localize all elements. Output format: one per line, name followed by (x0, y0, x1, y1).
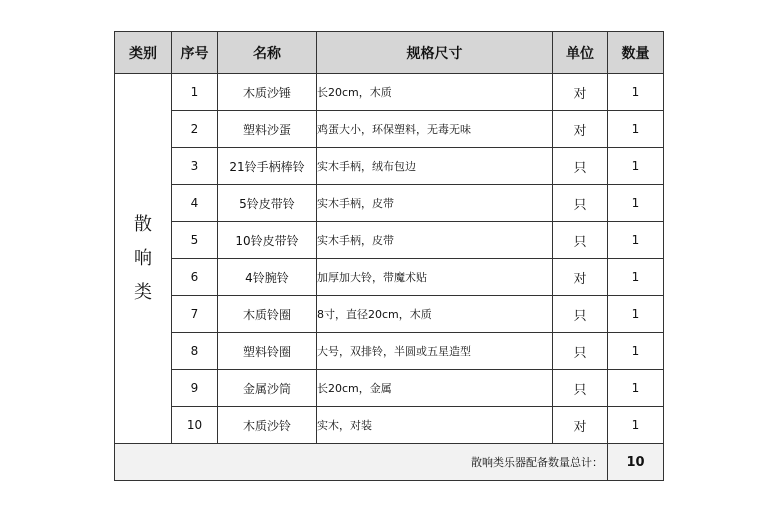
row-name: 4铃腕铃 (218, 259, 317, 296)
table-row (115, 148, 664, 185)
row-name: 10铃皮带铃 (218, 222, 317, 259)
header-category: 类别 (115, 32, 172, 74)
row-index: 5 (172, 222, 218, 259)
row-qty: 1 (608, 222, 664, 259)
row-spec: 大号，双排铃，半圆或五星造型 (317, 333, 553, 370)
row-name: 塑料铃圈 (218, 333, 317, 370)
row-spec: 实木手柄，皮带 (317, 185, 553, 222)
row-unit: 只 (553, 296, 608, 333)
table-row (115, 370, 664, 407)
header-index: 序号 (172, 32, 218, 74)
row-qty: 1 (608, 148, 664, 185)
table-row (115, 185, 664, 222)
row-index: 9 (172, 370, 218, 407)
row-index: 3 (172, 148, 218, 185)
row-unit: 对 (553, 259, 608, 296)
row-unit: 对 (553, 407, 608, 444)
row-index: 8 (172, 333, 218, 370)
table-row (115, 74, 664, 111)
header-row (115, 32, 664, 74)
row-name: 木质铃圈 (218, 296, 317, 333)
category-char: 响 (134, 247, 152, 269)
row-spec: 实木，对装 (317, 407, 553, 444)
category-char: 类 (134, 281, 152, 303)
table-row (115, 296, 664, 333)
row-index: 2 (172, 111, 218, 148)
row-spec: 长20cm，金属 (317, 370, 553, 407)
row-qty: 1 (608, 259, 664, 296)
row-spec: 长20cm，木质 (317, 74, 553, 111)
category-char: 散 (134, 213, 152, 235)
row-spec: 8寸，直径20cm，木质 (317, 296, 553, 333)
row-index: 1 (172, 74, 218, 111)
row-name: 21铃手柄棒铃 (218, 148, 317, 185)
row-spec: 实木手柄，绒布包边 (317, 148, 553, 185)
header-name: 名称 (218, 32, 317, 74)
row-spec: 鸡蛋大小，环保塑料，无毒无味 (317, 111, 553, 148)
header-spec: 规格尺寸 (317, 32, 553, 74)
table-row (115, 333, 664, 370)
row-unit: 只 (553, 222, 608, 259)
header-qty: 数量 (608, 32, 664, 74)
table-row (115, 259, 664, 296)
total-row (115, 444, 664, 481)
row-name: 木质沙铃 (218, 407, 317, 444)
row-name: 塑料沙蛋 (218, 111, 317, 148)
row-index: 4 (172, 185, 218, 222)
row-spec: 实木手柄，皮带 (317, 222, 553, 259)
row-qty: 1 (608, 74, 664, 111)
row-qty: 1 (608, 333, 664, 370)
row-unit: 只 (553, 148, 608, 185)
table-row (115, 222, 664, 259)
row-spec: 加厚加大铃，带魔术贴 (317, 259, 553, 296)
instrument-table (114, 31, 664, 481)
total-value: 10 (608, 444, 664, 481)
row-name: 5铃皮带铃 (218, 185, 317, 222)
row-index: 10 (172, 407, 218, 444)
row-unit: 只 (553, 333, 608, 370)
row-unit: 对 (553, 111, 608, 148)
row-unit: 只 (553, 370, 608, 407)
row-name: 金属沙筒 (218, 370, 317, 407)
total-label: 散响类乐器配备数量总计： (115, 444, 608, 481)
row-index: 6 (172, 259, 218, 296)
row-qty: 1 (608, 407, 664, 444)
row-index: 7 (172, 296, 218, 333)
table-row (115, 111, 664, 148)
row-unit: 对 (553, 74, 608, 111)
header-unit: 单位 (553, 32, 608, 74)
category-cell (115, 74, 172, 444)
row-unit: 只 (553, 185, 608, 222)
table-row (115, 407, 664, 444)
row-qty: 1 (608, 111, 664, 148)
row-qty: 1 (608, 185, 664, 222)
row-qty: 1 (608, 296, 664, 333)
row-qty: 1 (608, 370, 664, 407)
row-name: 木质沙锤 (218, 74, 317, 111)
